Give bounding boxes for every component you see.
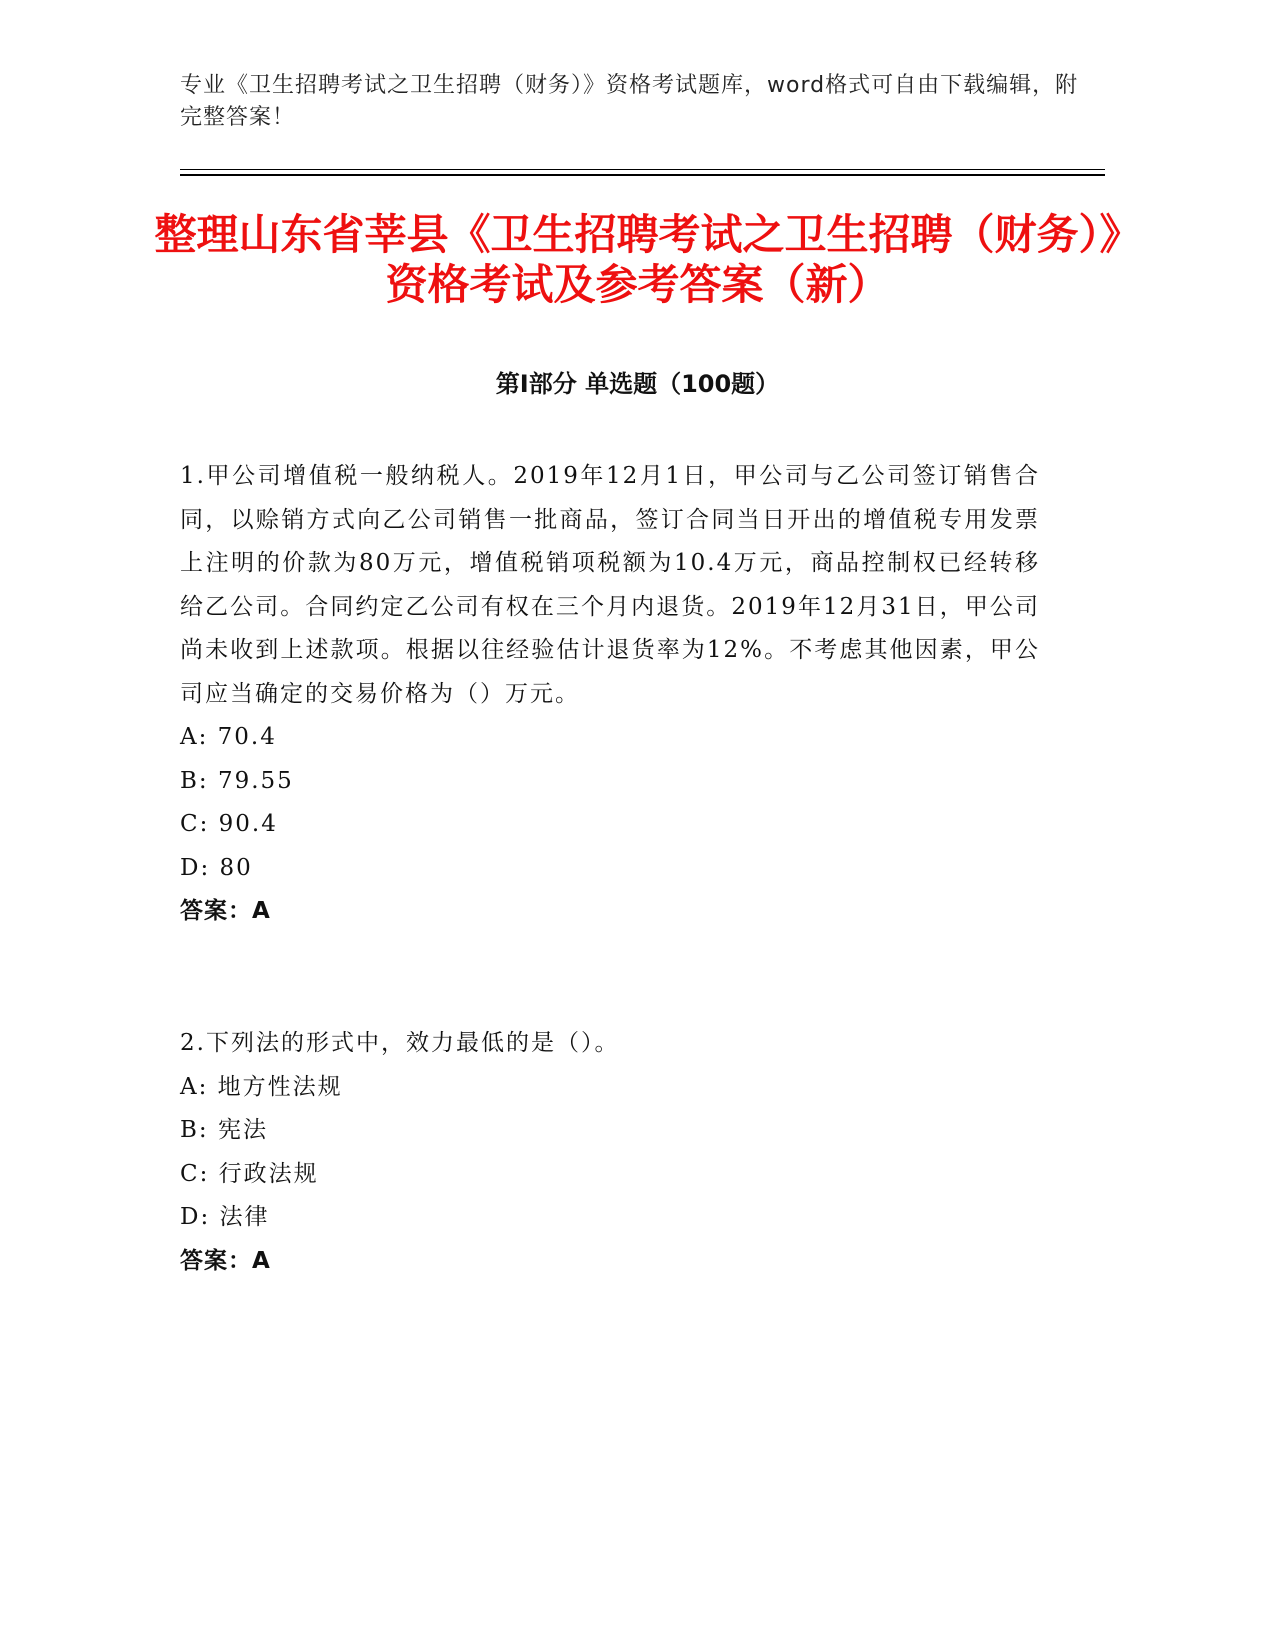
answer: 答案：A	[180, 898, 271, 924]
section-title: 第I部分 单选题（100题）	[495, 370, 780, 398]
option-a: A: 70.4	[180, 724, 277, 750]
option-c: C: 90.4	[180, 811, 278, 837]
option-d: D: 80	[180, 854, 253, 881]
option-b: B: 79.55	[180, 767, 294, 794]
question-stem: 2.下列法的形式中，效力最低的是（）。	[180, 1030, 620, 1056]
answer: 答案：A	[180, 1247, 271, 1274]
question-1	[180, 455, 1040, 934]
question-stem: 1.甲公司增值税一般纳税人。2019年12月1日，甲公司与乙公司签订销售合同，以赊销方式向乙公司销售一批商品，签订合同当日开出的增值税专用发票上注明的价款为80万元，增值税销项税额为10.4万元，商品控制权已经转移给乙公司。合同约定乙公司有权在三个月内退货。2019年12月31日，甲公司尚未收到上述款项。根据以往经验估计退货率为12%。不考虑其他因素，甲公司应当确定的交易价格为（）万元。	[180, 463, 1040, 707]
option-b: B: 宪法	[180, 1117, 268, 1143]
document-title: 整理山东省莘县《卫生招聘考试之卫生招聘（财务）》资格考试及参考答案（新）	[154, 210, 1121, 309]
header-note: 专业《卫生招聘考试之卫生招聘（财务）》资格考试题库，word格式可自由下载编辑，附完整答案！	[180, 73, 1079, 130]
header-divider-thick	[180, 174, 1105, 176]
header-divider-thin	[180, 169, 1105, 170]
option-a: A: 地方性法规	[180, 1073, 343, 1100]
option-c: C: 行政法规	[180, 1160, 319, 1187]
question-2	[180, 1022, 1040, 1283]
option-d: D: 法律	[180, 1204, 270, 1230]
